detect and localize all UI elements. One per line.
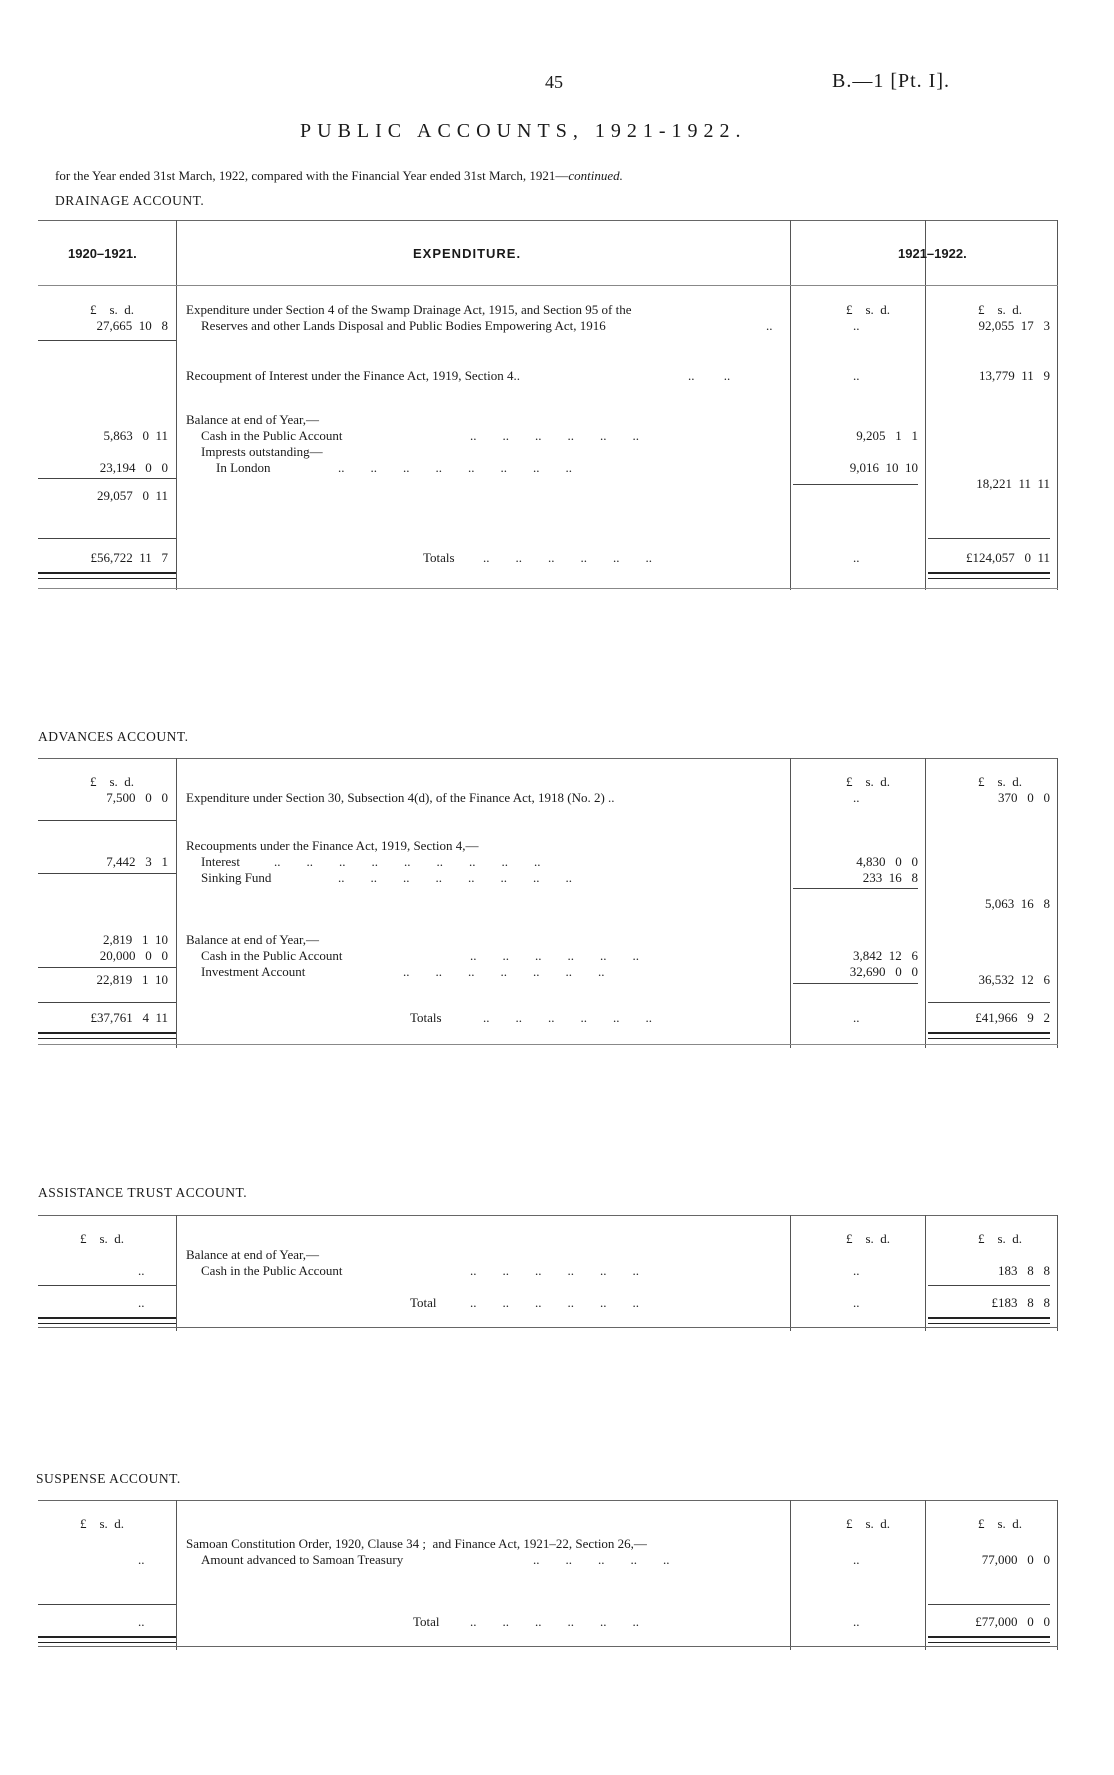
advances-balance-1920: 22,819 1 10 bbox=[96, 972, 168, 987]
suspense-left-value: .. bbox=[138, 1552, 145, 1567]
advances-row1-1921: 370 0 0 bbox=[998, 790, 1050, 805]
assistance-account-label: ASSISTANCE TRUST ACCOUNT. bbox=[38, 1185, 248, 1200]
leader-dots: .. .. .. .. .. .. bbox=[470, 1614, 639, 1629]
drainage-cash-label: Cash in the Public Account bbox=[201, 428, 343, 443]
lsd-header-left: £ s. d. bbox=[90, 774, 135, 789]
drainage-totals-1921: £124,057 0 11 bbox=[965, 550, 1050, 565]
lsd-header-left: £ s. d. bbox=[80, 1231, 125, 1246]
leader-dots: .. .. .. .. .. .. .. .. bbox=[338, 870, 572, 885]
advances-row1-mid: .. bbox=[853, 790, 860, 805]
advances-row1-text: Expenditure under Section 30, Subsection 4(d), of the Finance Act, 1918 (No. 2) .. bbox=[186, 790, 615, 805]
drainage-totals-mid: .. bbox=[853, 550, 860, 565]
lsd-header-left: £ s. d. bbox=[80, 1516, 125, 1531]
page-title: PUBLIC ACCOUNTS, 1921-1922. bbox=[300, 120, 747, 142]
drainage-cash-1920: 5,863 0 11 bbox=[103, 428, 168, 443]
lsd-header-mid: £ s. d. bbox=[846, 1231, 891, 1246]
document-reference: B.—1 [Pt. I]. bbox=[832, 70, 950, 92]
assistance-account-table bbox=[38, 1215, 1058, 1331]
lsd-header-mid: £ s. d. bbox=[846, 1516, 891, 1531]
advances-balance-heading: Balance at end of Year,— bbox=[186, 932, 320, 947]
drainage-balance-1920: 29,057 0 11 bbox=[96, 488, 168, 503]
assistance-left-value: .. bbox=[138, 1263, 145, 1278]
advances-interest-mid: 4,830 0 0 bbox=[856, 854, 918, 869]
lsd-header-right: £ s. d. bbox=[978, 1231, 1023, 1246]
leader-dots: .. .. .. .. .. .. bbox=[483, 1010, 652, 1025]
col-header-1920: 1920–1921. bbox=[68, 246, 137, 261]
advances-investment-mid: 32,690 0 0 bbox=[849, 964, 918, 979]
col-header-expenditure: EXPENDITURE. bbox=[413, 246, 522, 261]
drainage-cash-mid: 9,205 1 1 bbox=[856, 428, 918, 443]
drainage-row1-1920: 27,665 10 8 bbox=[96, 318, 168, 333]
advances-recoup-heading: Recoupments under the Finance Act, 1919, Section 4,— bbox=[186, 838, 479, 853]
assistance-total-right: £183 8 8 bbox=[991, 1295, 1050, 1310]
subtitle-continued: continued. bbox=[568, 168, 623, 183]
drainage-totals-label: Totals bbox=[423, 550, 455, 565]
suspense-total-label: Total bbox=[413, 1614, 440, 1629]
advances-recoup-1921: 5,063 16 8 bbox=[985, 896, 1050, 911]
drainage-london-1920: 23,194 0 0 bbox=[99, 460, 168, 475]
drainage-row2-mid: .. bbox=[853, 368, 860, 383]
lsd-header-right: £ s. d. bbox=[978, 302, 1023, 317]
page-subtitle bbox=[55, 168, 623, 184]
advances-interest-label: Interest bbox=[201, 854, 240, 869]
lsd-header-right: £ s. d. bbox=[978, 774, 1023, 789]
lsd-header-right: £ s. d. bbox=[978, 1516, 1023, 1531]
leader-dots: .. .. .. .. .. .. bbox=[470, 1263, 639, 1278]
suspense-right-value: 77,000 0 0 bbox=[981, 1552, 1050, 1567]
assistance-total-mid: .. bbox=[853, 1295, 860, 1310]
lsd-header-mid: £ s. d. bbox=[846, 774, 891, 789]
suspense-account-label: SUSPENSE ACCOUNT. bbox=[36, 1471, 181, 1486]
advances-recoup-1920: 7,442 3 1 bbox=[106, 854, 168, 869]
leader-dots: .. .. .. .. .. .. bbox=[470, 1295, 639, 1310]
leader-dots: .. .. .. .. .. .. bbox=[470, 948, 639, 963]
advances-investment-label: Investment Account bbox=[201, 964, 306, 979]
suspense-account-table bbox=[38, 1500, 1058, 1650]
drainage-balance-heading: Balance at end of Year,— bbox=[186, 412, 320, 427]
leader-dots: .. .. .. .. .. .. .. .. bbox=[338, 460, 572, 475]
assistance-total-left: .. bbox=[138, 1295, 145, 1310]
assistance-mid-value: .. bbox=[853, 1263, 860, 1278]
advances-totals-label: Totals bbox=[410, 1010, 442, 1025]
advances-balance-1921: 36,532 12 6 bbox=[978, 972, 1050, 987]
page-number: 45 bbox=[545, 72, 563, 92]
assistance-total-label: Total bbox=[410, 1295, 437, 1310]
advances-cash-mid: 3,842 12 6 bbox=[853, 948, 918, 963]
col-header-1921: 1921–1922. bbox=[898, 246, 967, 261]
advances-balance-a-1920: 2,819 1 10 bbox=[103, 932, 168, 947]
advances-cash-label: Cash in the Public Account bbox=[201, 948, 343, 963]
advances-account-label: ADVANCES ACCOUNT. bbox=[38, 729, 189, 744]
advances-sinking-label: Sinking Fund bbox=[201, 870, 272, 885]
assistance-balance-heading: Balance at end of Year,— bbox=[186, 1247, 320, 1262]
leader-dots: .. .. .. .. .. .. bbox=[483, 550, 652, 565]
suspense-text-b: Amount advanced to Samoan Treasury bbox=[201, 1552, 404, 1567]
drainage-row2-1921: 13,779 11 9 bbox=[978, 368, 1050, 383]
drainage-london-label: In London bbox=[216, 460, 271, 475]
leader-dots: .. .. .. .. .. bbox=[533, 1552, 670, 1567]
drainage-row1-text-a: Expenditure under Section 4 of the Swamp Drainage Act, 1915, and Section 95 of the bbox=[186, 302, 632, 317]
advances-balance-b-1920: 20,000 0 0 bbox=[99, 948, 168, 963]
leader-dots: .. .. bbox=[688, 368, 731, 383]
advances-account-table bbox=[38, 758, 1058, 1048]
drainage-row1-text-b: Reserves and other Lands Disposal and Public Bodies Empowering Act, 1916 bbox=[201, 318, 606, 333]
suspense-text-a: Samoan Constitution Order, 1920, Clause 34 ; and Finance Act, 1921–22, Section 26,— bbox=[186, 1536, 647, 1551]
leader-dots: .. bbox=[766, 318, 773, 333]
drainage-account-table bbox=[38, 220, 1058, 590]
leader-dots: .. .. .. .. .. .. bbox=[470, 428, 639, 443]
drainage-balance-1921: 18,221 11 11 bbox=[976, 476, 1050, 491]
drainage-account-label: DRAINAGE ACCOUNT. bbox=[55, 193, 205, 208]
advances-row1-1920: 7,500 0 0 bbox=[106, 790, 168, 805]
assistance-cash-label: Cash in the Public Account bbox=[201, 1263, 343, 1278]
drainage-imprests-label: Imprests outstanding— bbox=[201, 444, 323, 459]
suspense-total-right: £77,000 0 0 bbox=[975, 1614, 1050, 1629]
subtitle-main: for the Year ended 31st March, 1922, compared with the Financial Year ended 31st March, 1921— bbox=[55, 168, 569, 183]
drainage-row1-1921: 92,055 17 3 bbox=[978, 318, 1050, 333]
lsd-header-left: £ s. d. bbox=[90, 302, 135, 317]
drainage-row1-mid: .. bbox=[853, 318, 860, 333]
drainage-row2-text: Recoupment of Interest under the Finance Act, 1919, Section 4.. bbox=[186, 368, 520, 383]
assistance-right-value: 183 8 8 bbox=[998, 1263, 1050, 1278]
leader-dots: .. .. .. .. .. .. .. .. .. bbox=[274, 854, 541, 869]
suspense-total-mid: .. bbox=[853, 1614, 860, 1629]
advances-sinking-mid: 233 16 8 bbox=[862, 870, 918, 885]
drainage-totals-1920: £56,722 11 7 bbox=[90, 550, 168, 565]
advances-totals-1920: £37,761 4 11 bbox=[90, 1010, 168, 1025]
suspense-mid-value: .. bbox=[853, 1552, 860, 1567]
advances-totals-1921: £41,966 9 2 bbox=[975, 1010, 1050, 1025]
suspense-total-left: .. bbox=[138, 1614, 145, 1629]
leader-dots: .. .. .. .. .. .. .. bbox=[403, 964, 605, 979]
drainage-london-mid: 9,016 10 10 bbox=[849, 460, 918, 475]
lsd-header-mid: £ s. d. bbox=[846, 302, 891, 317]
advances-totals-mid: .. bbox=[853, 1010, 860, 1025]
